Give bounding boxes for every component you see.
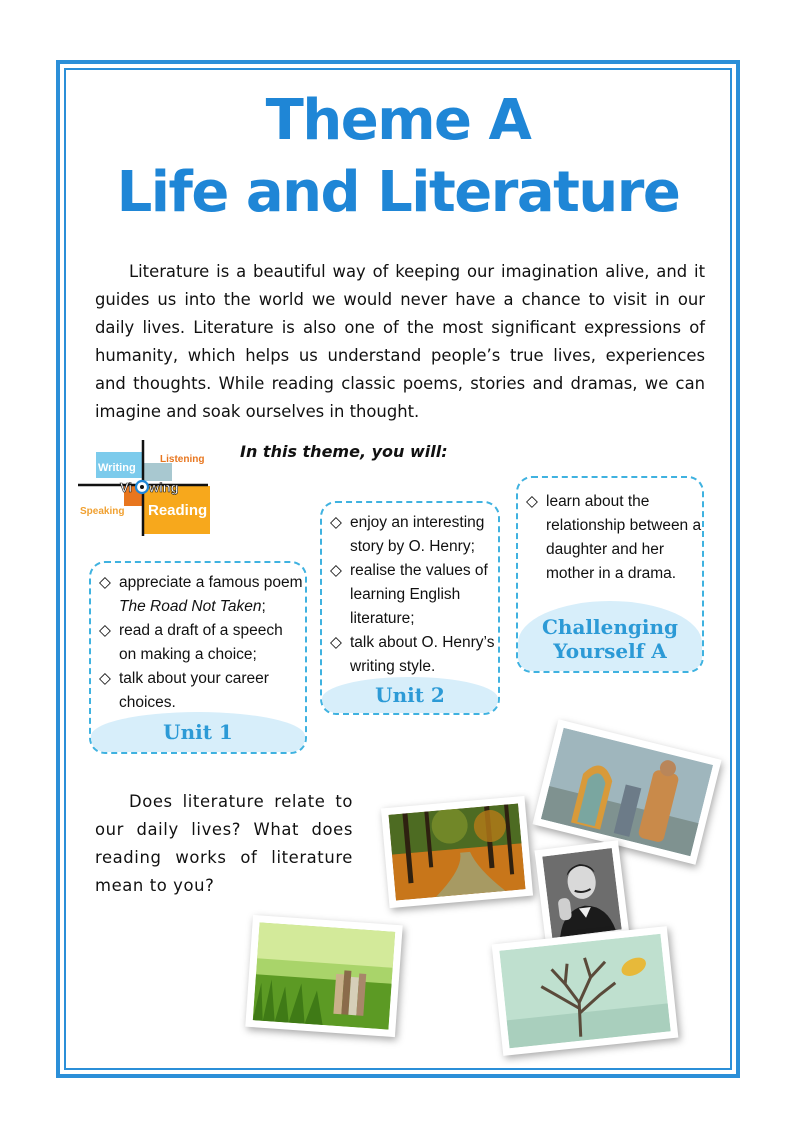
unit2-item: ◇ enjoy an interesting story by O. Henry; bbox=[330, 511, 498, 559]
skill-reading: Reading bbox=[148, 502, 208, 519]
skill-speaking: Speaking bbox=[80, 506, 125, 517]
diamond-bullet-icon: ◇ bbox=[99, 574, 111, 591]
unit1-item: ◇ appreciate a famous poem The Road Not Taken; bbox=[99, 571, 304, 619]
skill-writing: Writing bbox=[98, 462, 136, 474]
unit1-box bbox=[89, 561, 307, 754]
challenge-label-line1: Challenging bbox=[542, 615, 678, 639]
tree-leaf-image bbox=[499, 934, 670, 1048]
unit1-item: ◇ talk about your career choices. bbox=[99, 667, 304, 715]
challenge-item: ◇ learn about the relationship between a daughter and her mother in a drama. bbox=[526, 490, 702, 586]
diamond-bullet-icon: ◇ bbox=[330, 634, 342, 651]
challenge-label-line2: Yourself A bbox=[553, 639, 667, 663]
diamond-bullet-icon: ◇ bbox=[330, 562, 342, 579]
diamond-bullet-icon: ◇ bbox=[99, 622, 111, 639]
grass-books-image bbox=[253, 922, 396, 1029]
unit2-item: ◇ talk about O. Henry’s writing style. bbox=[330, 631, 498, 679]
skill-viewing-post: wing bbox=[149, 480, 179, 495]
theme-title: Theme A bbox=[265, 88, 531, 153]
photo-portrait bbox=[534, 840, 629, 946]
photo-tree-leaf bbox=[492, 926, 679, 1056]
unit2-label: Unit 2 bbox=[375, 683, 445, 707]
photo-grass-books bbox=[245, 915, 402, 1037]
diamond-bullet-icon: ◇ bbox=[99, 670, 111, 687]
unit2-item: ◇ realise the values of learning English literature; bbox=[330, 559, 498, 631]
theme-lead: In this theme, you will: bbox=[240, 442, 448, 461]
diamond-bullet-icon: ◇ bbox=[526, 493, 538, 510]
intro-paragraph: Literature is a beautiful way of keeping our imagination alive, and it guides us into the world we would never have a chance to visit in our daily lives. Literature is also one of the most significant expressions of humanity, which helps us understand people’s true lives, experiences and thoughts. While reading classic poems, stories and dramas, we can imagine and soak ourselves in thought. bbox=[95, 262, 705, 421]
forest-image bbox=[388, 803, 525, 900]
challenge-box bbox=[516, 476, 704, 673]
skill-viewing-pre: Vi bbox=[120, 480, 133, 495]
photo-forest-path bbox=[381, 796, 533, 908]
skills-logo bbox=[78, 438, 218, 538]
diamond-bullet-icon: ◇ bbox=[330, 514, 342, 531]
unit1-item: ◇ read a draft of a speech on making a choice; bbox=[99, 619, 304, 667]
unit1-label: Unit 1 bbox=[163, 720, 233, 744]
portrait-image bbox=[542, 848, 621, 938]
reflection-question: Does literature relate to our daily lives? What does reading works of literature mean to you? bbox=[95, 792, 353, 895]
unit2-box bbox=[320, 501, 500, 715]
theme-subtitle: Life and Literature bbox=[116, 160, 680, 225]
skill-listening: Listening bbox=[160, 454, 205, 465]
